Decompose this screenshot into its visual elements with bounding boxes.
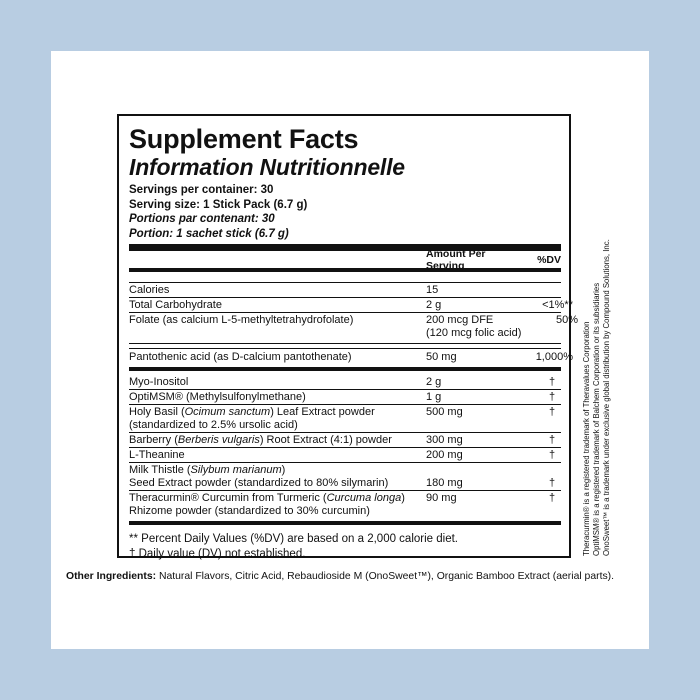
ingredient-dv: † — [548, 376, 556, 388]
nutrient-name: Total Carbohydrate — [129, 299, 222, 311]
ingredient-amount: 1 g — [426, 391, 442, 403]
nutrient-name: Folate (as calcium L-5-methyltetrahydrofolate) — [129, 314, 354, 326]
nutrient-row — [129, 283, 561, 298]
nutrient-dv: <1%** — [542, 299, 573, 311]
ingredient-amount: 180 mg — [426, 477, 463, 489]
ingredient-name: OptiMSM® (Methylsulfonylmethane) — [129, 391, 306, 403]
ingredient-dv: † — [548, 391, 556, 403]
nutrient-row — [129, 349, 573, 364]
ingredient-row — [129, 491, 561, 518]
nutrient-name: Calories — [129, 284, 170, 296]
ingredient-amount: 500 mg — [426, 406, 463, 418]
nutrient-dv: 50% — [556, 314, 579, 326]
ingredient-dv: † — [548, 477, 556, 489]
ingredient-dv: † — [548, 406, 556, 418]
ingredient-name: Holy Basil (Ocimum sanctum) Leaf Extract powder (standardized to 2.5% ursolic acid) — [129, 406, 375, 431]
section-divider — [129, 367, 561, 371]
ingredient-amount: 90 mg — [426, 492, 457, 504]
nutrient-amount: 2 g — [426, 299, 442, 311]
ingredient-row — [129, 433, 561, 448]
ingredient-name: Barberry (Berberis vulgaris) Root Extract (4:1) powder — [129, 434, 392, 446]
ingredient-row — [129, 390, 561, 405]
footnote-dv: ** Percent Daily Values (%DV) are based on a 2,000 calorie diet. — [129, 533, 458, 545]
ingredient-dv: † — [548, 492, 556, 504]
ingredient-amount: 2 g — [426, 376, 442, 388]
amount-header: Amount Per Serving — [426, 247, 486, 272]
nutrient-dv — [501, 284, 573, 297]
supplement-facts-box — [117, 114, 579, 560]
other-ingredients — [66, 571, 614, 582]
trademark-line: Theracurmin® is a registered trademark of Theravalues Corporation — [582, 321, 591, 556]
ingredient-row — [129, 448, 561, 463]
facts-subtitle: Information Nutritionnelle — [129, 154, 405, 180]
ingredient-name: Milk Thistle (Silybum marianum) Seed Extract powder (standardized to 80% silymarin) — [129, 464, 389, 489]
nutrient-row — [129, 313, 579, 344]
nutrient-amount: 50 mg — [426, 351, 457, 363]
nutrient-amount-detail: (120 mcg folic acid) — [426, 327, 522, 339]
spacer-row — [129, 272, 561, 283]
ingredient-name: Myo-Inositol — [129, 376, 189, 388]
other-ingredients-text: Natural Flavors, Citric Acid, Rebaudioside M (OnoSweet™), Organic Bamboo Extract (aerial parts). — [156, 571, 614, 582]
facts-title: Supplement Facts — [129, 124, 359, 154]
ingredient-amount: 200 mg — [426, 449, 463, 461]
footer-divider — [129, 521, 561, 525]
column-header — [129, 247, 561, 272]
servings-per-container: Servings per container: 30 — [129, 184, 274, 196]
trademark-notes — [582, 176, 612, 556]
dv-header: %DV — [537, 253, 561, 266]
ingredient-name: Theracurmin® Curcumin from Turmeric (Curcuma longa) Rhizome powder (standardized to 30% curcumin) — [129, 492, 405, 517]
portions-par-contenant: Portions par contenant: 30 — [129, 213, 275, 225]
ingredient-row — [129, 463, 561, 491]
ingredient-dv: † — [548, 434, 556, 446]
nutrient-name: Pantothenic acid (as D-calcium pantothenate) — [129, 351, 352, 363]
serving-size: Serving size: 1 Stick Pack (6.7 g) — [129, 198, 308, 211]
trademark-line: OptiMSM® is a registered trademark of Balchem Corporation or its subsidiaries — [592, 282, 601, 556]
ingredient-amount: 300 mg — [426, 434, 463, 446]
nutrient-amount: 200 mcg DFE — [426, 314, 494, 326]
footnotes — [129, 532, 561, 562]
other-ingredients-label: Other Ingredients: — [66, 571, 157, 582]
ingredient-name: L-Theanine — [129, 449, 185, 461]
footnote-dagger: † Daily value (DV) not established. — [129, 548, 306, 560]
portion-size-fr: Portion: 1 sachet stick (6.7 g) — [129, 227, 289, 240]
ingredient-dv: † — [548, 449, 556, 461]
nutrient-dv: 1,000% — [535, 351, 573, 363]
nutrient-row — [129, 298, 573, 313]
ingredient-row — [129, 405, 561, 433]
nutrient-amount: 15 — [426, 284, 439, 296]
ingredient-row — [129, 375, 561, 390]
trademark-line: OnoSweet™ is a trademark under exclusive global distribution by Compound Solutions, Inc. — [602, 239, 611, 556]
